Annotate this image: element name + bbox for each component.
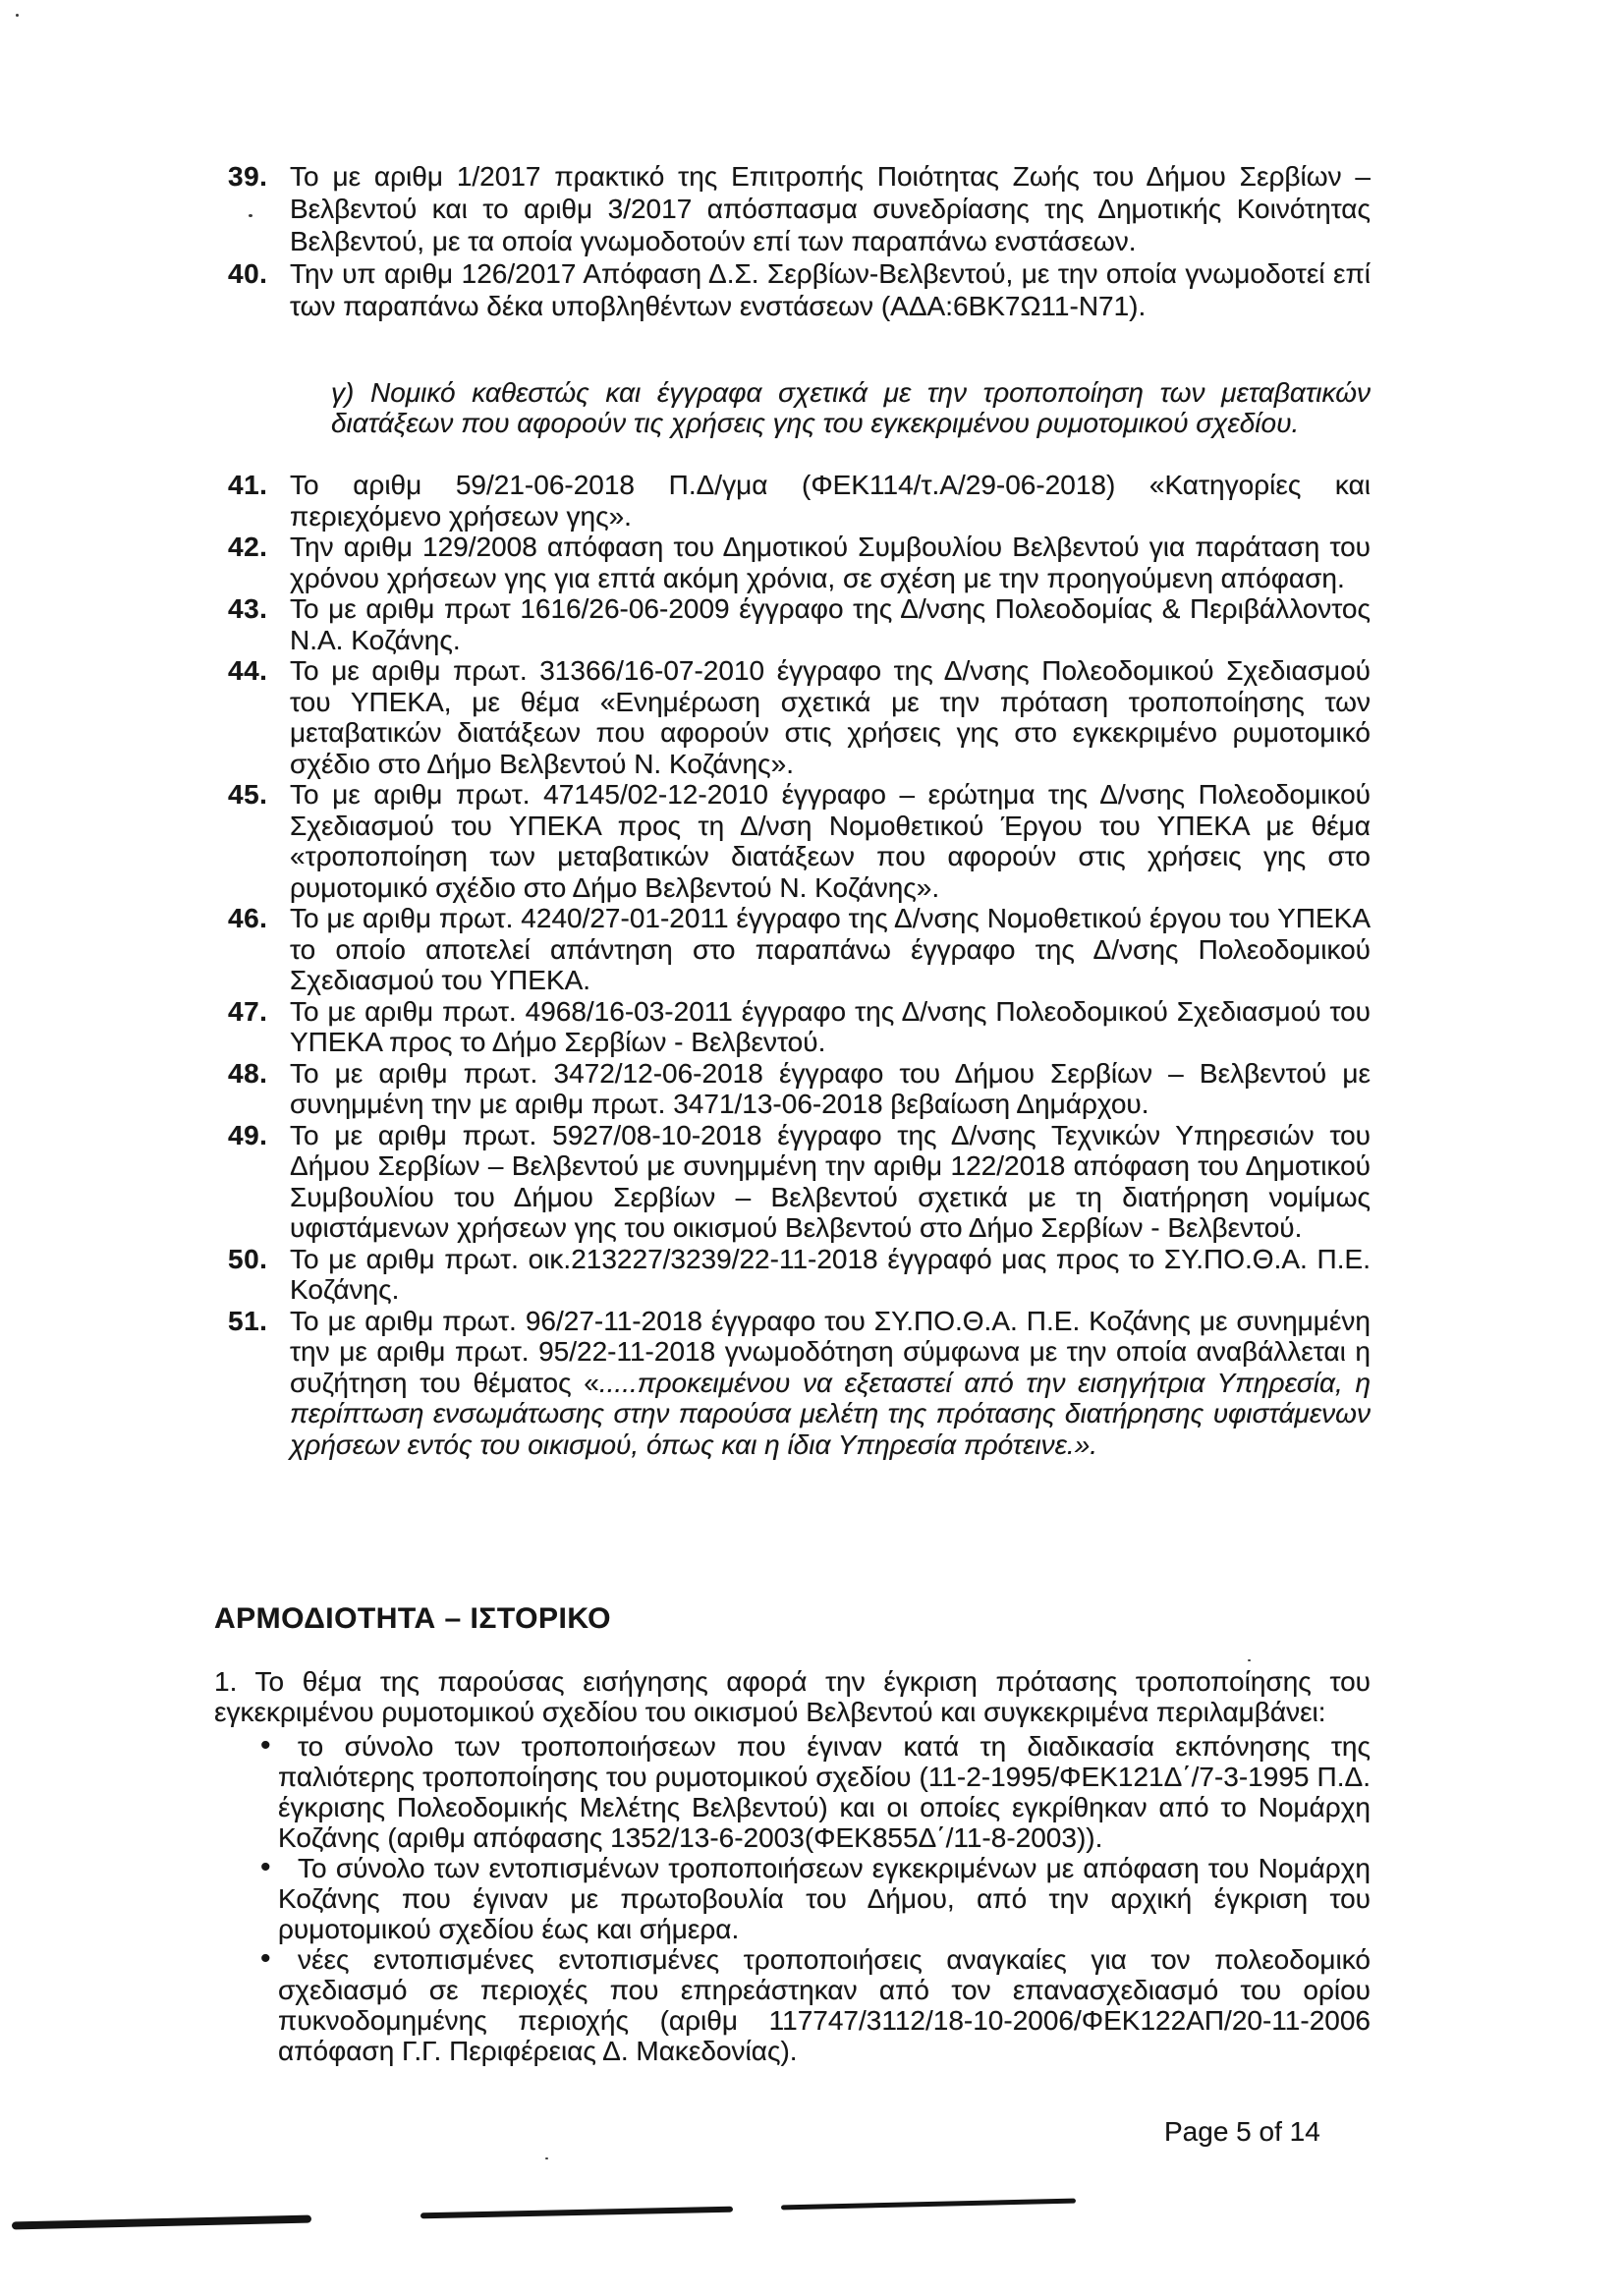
list-item-number: 46. — [228, 903, 268, 933]
bullet-icon: • — [260, 1942, 271, 1975]
list-item-text: Το με αριθμ πρωτ. 5927/08-10-2018 έγγραφο της Δ/νσης Τεχνικών Υπηρεσιών του Δήμου Σερβίων – Βελβεντού με συνημμένη την αριθμ 122/2018 απόφαση του Δημοτικού Συμβουλίου του Δήμου Σερβίων – Βελβεντού σχετικά με τη διατήρηση νομίμως υφιστάμενων χρήσεων γης του οικισμού Βελβεντού στο Δήμο Σερβίων - Βελβεντού. — [290, 1119, 1371, 1243]
scan-artifact-speck — [545, 2157, 548, 2159]
list-item-text: Το με αριθμ πρωτ. οικ.213227/3239/22-11-2018 έγγραφό μας προς το ΣΥ.ΠΟ.Θ.Α. Π.Ε. Κοζάνης. — [290, 1243, 1371, 1305]
page-number-label: Page 5 of 14 — [1164, 2116, 1320, 2147]
list-item-quoted-text: .....προκειμένου να εξεταστεί από την εισηγήτρια Υπηρεσία, η περίπτωση ενσωμάτωσης στην παρούσα μελέτη της πρότασης διατήρησης υφιστάμενων χρήσεων εντός του οικισμού, όπως και η ίδια Υπηρεσία πρότεινε.». — [290, 1367, 1371, 1460]
list-item-40 — [218, 257, 1371, 322]
list-item-number: 50. — [228, 1243, 268, 1274]
bullet-icon: • — [260, 1851, 271, 1883]
bullet-item — [218, 1731, 1371, 1853]
numbered-list-39-40 — [218, 160, 1371, 322]
list-item-number: 45. — [228, 779, 268, 810]
scan-artifact-speck — [1248, 1659, 1251, 1661]
list-item-text: Το με αριθμ πρωτ. 4968/16-03-2011 έγγραφο της Δ/νσης Πολεοδομικού Σχεδιασμού του ΥΠΕΚΑ προς το Δήμο Σερβίων - Βελβεντού. — [290, 995, 1371, 1057]
scan-artifact-line — [781, 2199, 1076, 2211]
scan-artifact-line — [420, 2207, 733, 2219]
bullet-list — [218, 1731, 1371, 2066]
list-item-42 — [218, 532, 1371, 593]
list-item-number: 41. — [228, 470, 268, 500]
list-item-number: 51. — [228, 1305, 268, 1336]
list-item-text: Το με αριθμ πρωτ. 47145/02-12-2010 έγγραφο – ερώτημα της Δ/νσης Πολεοδομικού Σχεδιασμού του ΥΠΕΚΑ προς τη Δ/νση Νομοθετικού Έργου του ΥΠΕΚΑ με θέμα «τροποποίηση των μεταβατικών διατάξεων που αφορούν στις χρήσεις γης στο ρυμοτομικό σχέδιο στο Δήμο Βελβεντού Ν. Κοζάνης». — [290, 779, 1371, 903]
bullet-item — [218, 1853, 1371, 1944]
list-item-text: Το με αριθμ πρωτ 1616/26-06-2009 έγγραφο της Δ/νσης Πολεοδομίας & Περιβάλλοντος Ν.Α. Κοζάνης. — [290, 593, 1371, 655]
list-item-number: 40. — [228, 258, 268, 289]
list-item-44 — [218, 655, 1371, 779]
list-item-number: 43. — [228, 593, 268, 624]
list-item-text: Το αριθμ 59/21-06-2018 Π.Δ/γμα (ΦΕΚ114/τ.Α/29-06-2018) «Κατηγορίες και περιεχόμενο χρήσεων γης». — [290, 470, 1371, 532]
list-item-47 — [218, 996, 1371, 1058]
list-item-41 — [218, 470, 1371, 532]
list-item-46 — [218, 903, 1371, 996]
bullet-item-text: Το σύνολο των εντοπισμένων τροποποιήσεων εγκεκριμένων με απόφαση του Νομάρχη Κοζάνης που έγιναν με πρωτοβουλία του Δήμου, από την αρχική έγκριση του ρυμοτομικού σχεδίου έως και σήμερα. — [278, 1853, 1371, 1944]
list-item-text: Το με αριθμ πρωτ. 31366/16-07-2010 έγγραφο της Δ/νσης Πολεοδομικού Σχεδιασμού του ΥΠΕΚΑ, με θέμα «Ενημέρωση σχετικά με την πρόταση τροποποίησης των μεταβατικών διατάξεων που αφορούν στις χρήσεις γης στο εγκεκριμένο ρυμοτομικό σχέδιο στο Δήμο Βελβεντού Ν. Κοζάνης». — [290, 655, 1371, 779]
list-item-43 — [218, 593, 1371, 655]
list-item-39 — [218, 160, 1371, 257]
bullet-icon: • — [260, 1729, 271, 1762]
list-item-45 — [218, 779, 1371, 903]
scan-artifact-speck — [249, 214, 252, 217]
bullet-item-text: νέες εντοπισμένες εντοπισμένες τροποποιήσεις αναγκαίες για τον πολεοδομικό σχεδιασμό σε περιοχές που επηρεάστηκαν από τον επανασχεδιασμό του ορίου πυκνοδομημένης περιοχής (αριθμ 117747/3112/18-10-2006/ΦΕΚ122ΑΠ/20-11-2006 απόφαση Γ.Γ. Περιφέρειας Δ. Μακεδονίας). — [278, 1944, 1371, 2066]
scan-artifact-speck — [16, 14, 19, 17]
section-heading: ΑΡΜΟΔΙΟΤΗΤΑ – ΙΣΤΟΡΙΚΟ — [214, 1602, 611, 1635]
list-item-number: 47. — [228, 995, 268, 1027]
list-item-number: 42. — [228, 532, 268, 562]
scan-artifact-line — [12, 2215, 311, 2230]
list-item-48 — [218, 1058, 1371, 1120]
list-item-50 — [218, 1244, 1371, 1306]
legal-note-gamma: γ) Νομικό καθεστώς και έγγραφα σχετικά με την τροποποίηση των μεταβατικών διατάξεων που αφορούν τις χρήσεις γης του εγκεκριμένου ρυμοτομικού σχεδίου. — [331, 377, 1371, 438]
list-item-number: 49. — [228, 1119, 268, 1150]
list-item-51 — [218, 1306, 1371, 1461]
intro-paragraph: 1. Το θέμα της παρούσας εισήγησης αφορά την έγκριση πρότασης τροποποίησης του εγκεκριμένου ρυμοτομικού σχεδίου του οικισμού Βελβεντού και συγκεκριμένα περιλαμβάνει: — [214, 1666, 1371, 1727]
list-item-text: Την αριθμ 129/2008 απόφαση του Δημοτικού Συμβουλίου Βελβεντού για παράταση του χρόνου χρήσεων γης για επτά ακόμη χρόνια, σε σχέση με την προηγούμενη απόφαση. — [290, 532, 1371, 593]
list-item-text: Το με αριθμ 1/2017 πρακτικό της Επιτροπής Ποιότητας Ζωής του Δήμου Σερβίων – Βελβεντού και το αριθμ 3/2017 απόσπασμα συνεδρίασης της Δημοτικής Κοινότητας Βελβεντού, με τα οποία γνωμοδοτούν επί των παραπάνω ενστάσεων. — [290, 161, 1371, 256]
bullet-item-text: το σύνολο των τροποποιήσεων που έγιναν κατά τη διαδικασία εκπόνησης της παλιότερης τροποποίησης του ρυμοτομικού σχεδίου (11-2-1995/ΦΕΚ121Δ΄/7-3-1995 Π.Δ. έγκρισης Πολεοδομικής Μελέτης Βελβεντού) και οι οποίες εγκρίθηκαν από το Νομάρχη Κοζάνης (αριθμ απόφασης 1352/13-6-2003(ΦΕΚ855Δ΄/11-8-2003)). — [278, 1731, 1371, 1853]
bullet-item — [218, 1944, 1371, 2066]
list-item-49 — [218, 1120, 1371, 1244]
list-item-number: 39. — [228, 161, 268, 192]
list-item-text: Το με αριθμ πρωτ. 4240/27-01-2011 έγγραφο της Δ/νσης Νομοθετικού έργου του ΥΠΕΚΑ το οποίο αποτελεί απάντηση στο παραπάνω έγγραφο της Δ/νσης Πολεοδομικού Σχεδιασμού του ΥΠΕΚΑ. — [290, 903, 1371, 995]
list-item-text: Το με αριθμ πρωτ. 3472/12-06-2018 έγγραφο του Δήμου Σερβίων – Βελβεντού με συνημμένη την με αριθμ πρωτ. 3471/13-06-2018 βεβαίωση Δημάρχου. — [290, 1057, 1371, 1119]
list-item-text: Το με αριθμ πρωτ. 96/27-11-2018 έγγραφο του ΣΥ.ΠΟ.Θ.Α. Π.Ε. Κοζάνης με συνημμένη την με αριθμ πρωτ. 95/22-11-2018 γνωμοδότηση σύμφωνα με την οποία αναβάλλεται η συζήτηση του θέματος « — [290, 1305, 1371, 1398]
list-item-text: Την υπ αριθμ 126/2017 Απόφαση Δ.Σ. Σερβίων-Βελβεντού, με την οποία γνωμοδοτεί επί των παραπάνω δέκα υποβληθέντων ενστάσεων (ΑΔΑ:6ΒΚ7Ω11-Ν71). — [290, 258, 1371, 321]
list-item-number: 44. — [228, 655, 268, 686]
numbered-list-41-51 — [218, 470, 1371, 1460]
list-item-number: 48. — [228, 1057, 268, 1089]
